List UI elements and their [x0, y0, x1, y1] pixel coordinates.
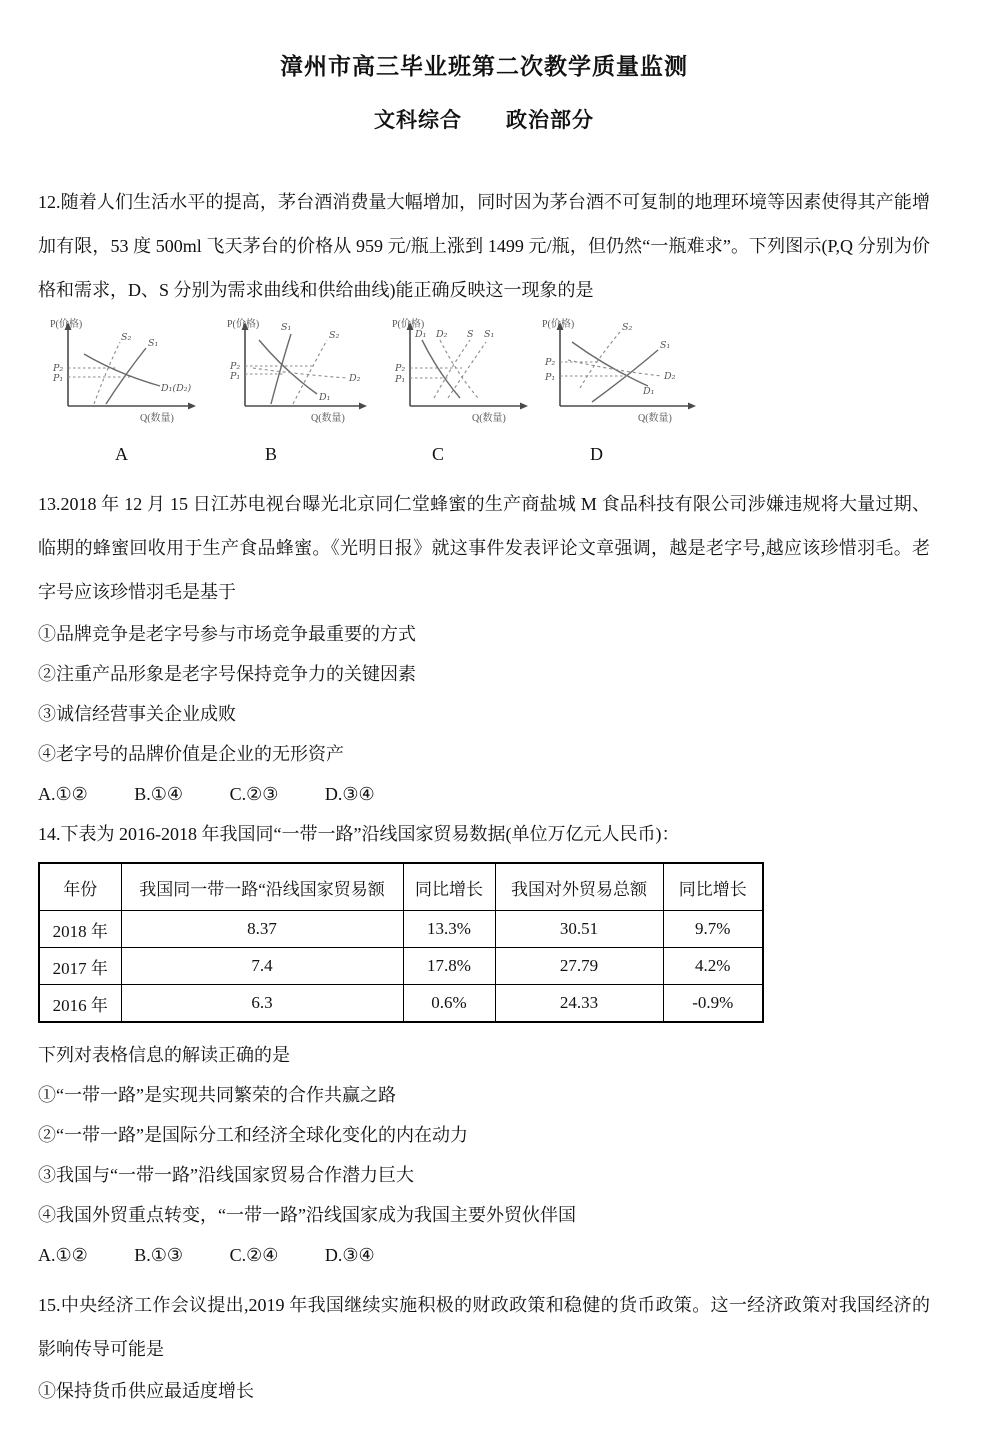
- supply-demand-graph-d: [540, 316, 708, 428]
- page-title: 漳州市高三毕业班第二次教学质量监测: [280, 54, 688, 79]
- q14-option-1: ①“一带一路”是实现共同繁荣的合作共赢之路: [38, 1085, 396, 1105]
- label-d1: D₁: [415, 329, 427, 340]
- label-p1: P₁: [395, 374, 406, 385]
- q13-option-3: ③诚信经营事关企业成败: [38, 704, 236, 724]
- label-s2: S₂: [121, 332, 132, 343]
- cell-2018-growth-2: 9.7%: [663, 911, 763, 948]
- table-row: [39, 985, 763, 1023]
- label-d1: D₁: [643, 386, 655, 397]
- price-axis-label: P(价格): [392, 319, 425, 330]
- demand-curve-d2: [440, 340, 478, 398]
- q14-answer-a: A.①②: [38, 1245, 88, 1265]
- question-14-intro: 14.下表为 2016-2018 年我国同“一带一路”沿线国家贸易数据(单位万亿元人民币)：: [38, 824, 680, 844]
- q15-option-1: ①保持货币供应最适度增长: [38, 1381, 254, 1401]
- demand-curve-d1: [572, 342, 648, 386]
- question-12-text: 12.随着人们生活水平的提高，茅台酒消费量大幅增加，同时因为茅台酒不可复制的地理环境等因素使得其产能增加有限，53 度 500ml 飞天茅台的价格从 959 元/瓶上涨到 1499 元/瓶，但仍然“一瓶难求”。下列图示(P,Q 分别为价格和需求，D、S 分别为需求曲线和供给曲线)能正确反映这一现象的是: [38, 192, 930, 300]
- header-yoy-growth-1: 同比增长: [403, 863, 495, 911]
- label-s1: S₁: [660, 340, 671, 351]
- cell-2016-belt-road: 6.3: [121, 985, 403, 1023]
- supply-curve-s1: [271, 334, 291, 404]
- cell-year-2016: 2016 年: [39, 985, 121, 1023]
- label-d2: D₂: [436, 329, 448, 340]
- label-p1: P₁: [53, 373, 64, 384]
- q13-answer-a: A.①②: [38, 784, 88, 804]
- label-d1: D₁: [319, 392, 331, 403]
- q13-option-1: ①品牌竞争是老字号参与市场竞争最重要的方式: [38, 624, 416, 644]
- label-p1: P₁: [230, 371, 241, 382]
- supply-curve-s: [434, 340, 470, 398]
- q14-answer-b: B.①③: [134, 1245, 184, 1265]
- cell-2018-growth-1: 13.3%: [403, 911, 495, 948]
- label-p2: P₂: [53, 363, 64, 374]
- question-13-text: 13.2018 年 12 月 15 日江苏电视台曝光北京同仁堂蜂蜜的生产商盐城 M 食品科技有限公司涉嫌违规将大量过期、临期的蜂蜜回收用于生产食品蜂蜜。《光明日报》就这事件发表评论文章强调，越是老字号,越应该珍惜羽毛。老字号应该珍惜羽毛是基于: [38, 494, 930, 602]
- price-axis-label: P(价格): [542, 319, 575, 330]
- quantity-axis-label: Q(数量): [638, 413, 672, 424]
- price-axis-label: P(价格): [50, 319, 83, 330]
- q14-option-2: ②“一带一路”是国际分工和经济全球化变化的内在动力: [38, 1125, 468, 1145]
- label-p2: P₂: [230, 361, 241, 372]
- cell-2017-belt-road: 7.4: [121, 948, 403, 985]
- q13-answer-c: C.②③: [229, 784, 279, 804]
- cell-year-2018: 2018 年: [39, 911, 121, 948]
- q13-answer-b: B.①④: [134, 784, 184, 804]
- graph-letter-a: A: [115, 444, 128, 464]
- price-axis-label: P(价格): [227, 319, 260, 330]
- supply-curve-s1: [106, 348, 146, 404]
- q13-answer-d: D.③④: [324, 784, 375, 804]
- question-14-prompt: 下列对表格信息的解读正确的是: [38, 1045, 290, 1065]
- label-p1: P₁: [545, 372, 556, 383]
- label-p2: P₂: [545, 357, 556, 368]
- label-s1: S₁: [148, 338, 159, 349]
- quantity-axis-label: Q(数量): [311, 413, 345, 424]
- label-d1-d2: D₁(D₂): [161, 383, 192, 394]
- demand-curve-d2: [253, 368, 347, 378]
- cell-year-2017: 2017 年: [39, 948, 121, 985]
- q14-option-4: ④我国外贸重点转变，“一带一路”沿线国家成为我国主要外贸伙伴国: [38, 1205, 576, 1225]
- q13-option-4: ④老字号的品牌价值是企业的无形资产: [38, 744, 344, 764]
- exam-page: [0, 52, 992, 1411]
- graph-letter-c: C: [432, 444, 445, 464]
- q14-answer-c: C.②④: [229, 1245, 279, 1265]
- cell-2017-growth-1: 17.8%: [403, 948, 495, 985]
- supply-demand-graph-c: [390, 316, 537, 428]
- label-d2: D₂: [664, 371, 676, 382]
- label-s1: S₁: [484, 329, 495, 340]
- quantity-axis-label: Q(数量): [472, 413, 506, 424]
- demand-curve-d1: [259, 340, 317, 394]
- header-yoy-growth-2: 同比增长: [663, 863, 763, 911]
- page-subtitle: 文科综合 政治部分: [374, 108, 594, 132]
- cell-2017-total: 27.79: [495, 948, 663, 985]
- cell-2018-total: 30.51: [495, 911, 663, 948]
- graph-option-letters: [38, 444, 930, 470]
- trade-data-table: [38, 862, 764, 1023]
- table-header-row: [39, 863, 763, 911]
- q14-answer-d: D.③④: [324, 1245, 375, 1265]
- supply-curve-s2: [94, 342, 120, 404]
- label-s: S: [467, 329, 474, 340]
- header-belt-road-trade: 我国同一带一路“沿线国家贸易额: [121, 863, 403, 911]
- cell-2016-total: 24.33: [495, 985, 663, 1023]
- q14-answer-choices: [38, 1235, 930, 1275]
- header-total-trade: 我国对外贸易总额: [495, 863, 663, 911]
- cell-2016-growth-2: -0.9%: [663, 985, 763, 1023]
- q13-answer-choices: [38, 774, 930, 814]
- label-s1: S₁: [281, 322, 292, 333]
- table-row: [39, 948, 763, 985]
- graph-letter-b: B: [265, 444, 278, 464]
- label-s2: S₂: [622, 322, 633, 333]
- supply-demand-graph-b: [225, 316, 377, 428]
- question-12-graphs: [38, 316, 930, 430]
- label-s2: S₂: [329, 330, 340, 341]
- label-p2: P₂: [395, 363, 406, 374]
- cell-2016-growth-1: 0.6%: [403, 985, 495, 1023]
- demand-curve-d1: [422, 340, 460, 398]
- quantity-axis-label: Q(数量): [140, 413, 174, 424]
- header-year: 年份: [39, 863, 121, 911]
- question-15-text: 15.中央经济工作会议提出,2019 年我国继续实施积极的财政政策和稳健的货币政策。这一经济政策对我国经济的影响传导可能是: [38, 1295, 930, 1359]
- cell-2018-belt-road: 8.37: [121, 911, 403, 948]
- cell-2017-growth-2: 4.2%: [663, 948, 763, 985]
- q13-option-2: ②注重产品形象是老字号保持竞争力的关键因素: [38, 664, 416, 684]
- q14-option-3: ③我国与“一带一路”沿线国家贸易合作潜力巨大: [38, 1165, 414, 1185]
- table-row: [39, 911, 763, 948]
- supply-demand-graph-a: [48, 316, 213, 428]
- label-d2: D₂: [349, 373, 361, 384]
- graph-letter-d: D: [590, 444, 603, 464]
